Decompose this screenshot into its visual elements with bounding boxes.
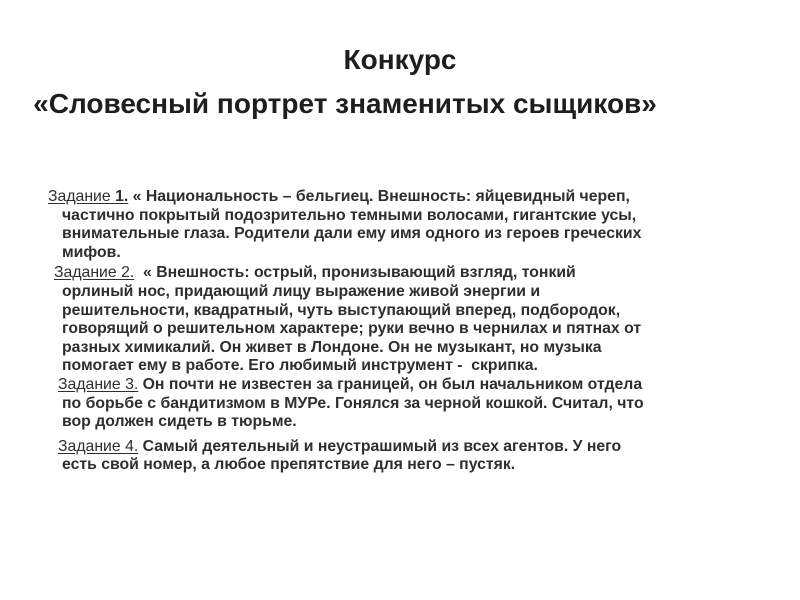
task-1-first-line: [0, 188, 800, 207]
task-2-first-line: [0, 264, 800, 283]
task-3-first-line: [0, 376, 800, 395]
task-1-text-line: « Национальность – бельгиец. Внешность: яйцевидный череп,: [128, 188, 630, 205]
task-1-number: 1.: [115, 188, 129, 205]
task-1-text-line: мифов.: [62, 243, 121, 261]
task-3-text-line: вор должен сидеть в тюрьме.: [62, 413, 297, 431]
task-2-text-line: « Внешность: острый, пронизывающий взгляд, тонкий: [134, 264, 576, 282]
task-1: [0, 188, 800, 262]
task-2: [0, 264, 800, 376]
task-1-text-line: частично покрытый подозрительно темными волосами, гигантские усы,: [62, 206, 637, 224]
task-4-number: 4.: [125, 437, 139, 455]
task-3-number: 3.: [125, 375, 139, 393]
slide-title: [0, 38, 800, 126]
task-2-text-line: орлиный нос, придающий лицу выражение живой энергии и: [62, 282, 541, 300]
task-2-text-line: решительности, квадратный, чуть выступающий вперед, подбородок,: [62, 301, 621, 319]
task-3-label: Задание 3.: [58, 375, 139, 393]
task-1-text-line: внимательные глаза. Родители дали ему имя одного из героев греческих: [62, 225, 642, 243]
task-3-text-line: по борьбе с бандитизмом в МУРе. Гонялся за черной кошкой. Считал, что: [62, 394, 644, 412]
title-line-1: Конкурс: [343, 44, 457, 75]
task-list: [0, 188, 800, 475]
task-4: [0, 438, 800, 475]
task-2-text-line: помогает ему в работе. Его любимый инструмент - скрипка.: [62, 357, 538, 375]
task-2-number: 2.: [121, 264, 135, 282]
task-1-label: Задание 1.: [48, 188, 129, 205]
task-2-label: Задание 2.: [54, 264, 135, 282]
task-4-label: Задание 4.: [58, 437, 139, 455]
task-3: [0, 376, 800, 432]
task-2-text-line: разных химикалий. Он живет в Лондоне. Он не музыкант, но музыка: [62, 338, 602, 356]
task-4-text-line: есть свой номер, а любое препятствие для него – пустяк.: [62, 456, 516, 474]
task-2-text-line: говорящий о решительном характере; руки вечно в чернилах и пятнах от: [62, 320, 642, 338]
task-4-text-line: Самый деятельный и неустрашимый из всех агентов. У него: [138, 437, 622, 455]
title-line-2: «Словесный портрет знаменитых сыщиков»: [33, 88, 657, 119]
task-3-text-line: Он почти не известен за границей, он был начальником отдела: [138, 375, 643, 393]
task-4-first-line: [0, 438, 800, 457]
